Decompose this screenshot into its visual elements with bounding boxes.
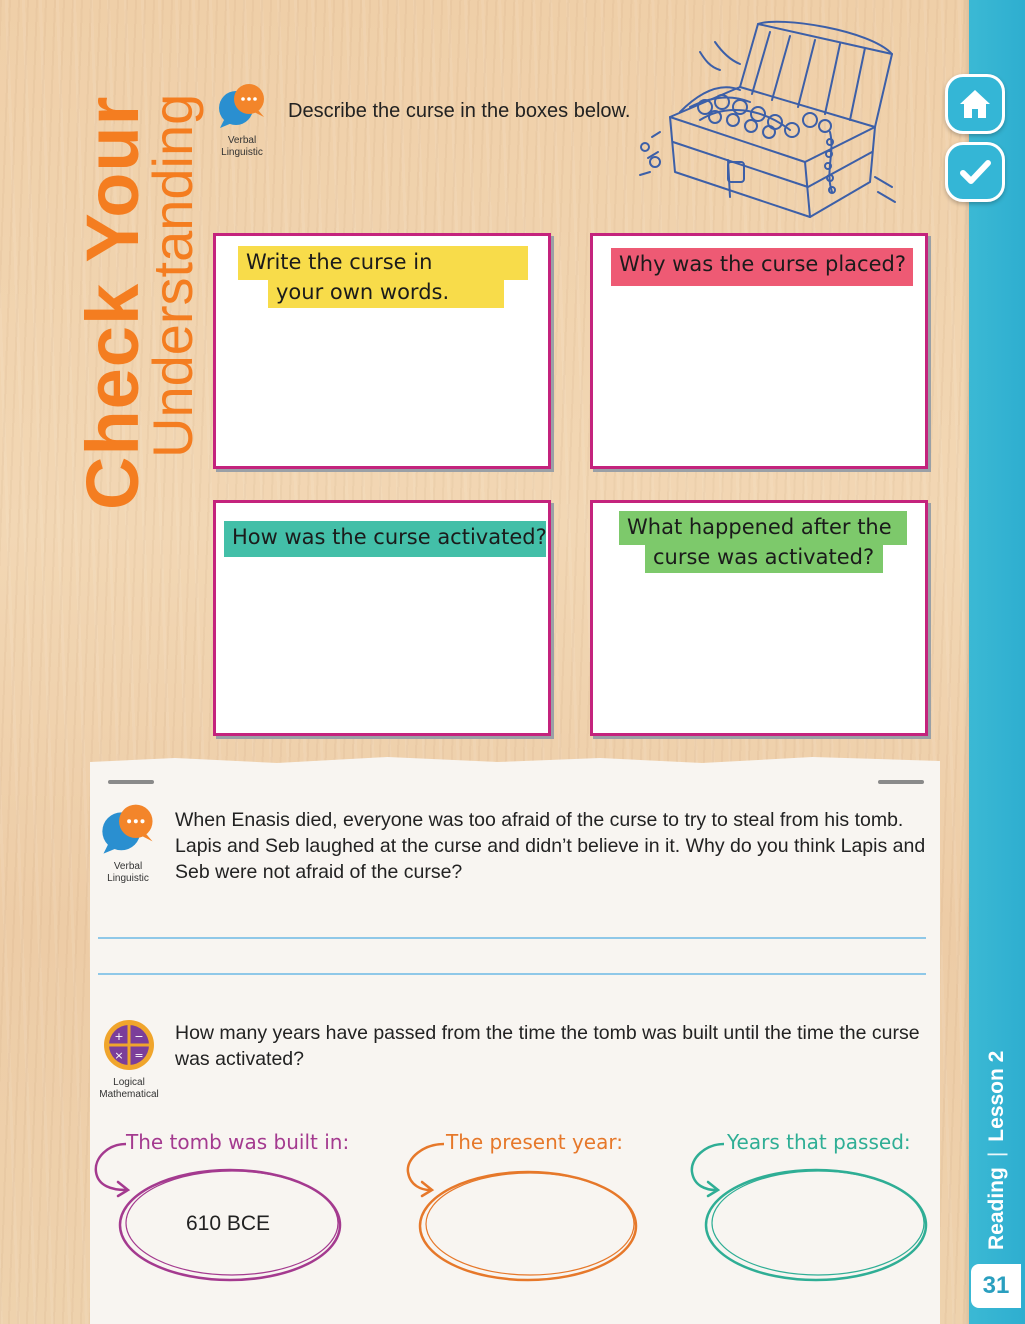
svg-text:−: − (134, 1030, 144, 1043)
q1-icon-label-line1: Verbal (113, 861, 143, 872)
svg-text:+: + (114, 1030, 124, 1043)
box2-heading: Why was the curse placed? (611, 248, 913, 286)
step-present-year-label: The present year: (446, 1130, 623, 1154)
q2-icon-label-line2: Mathematical (99, 1089, 159, 1100)
answer-box-what-happened[interactable] (590, 500, 928, 736)
page-number: 31 (971, 1264, 1021, 1308)
check-icon (955, 152, 995, 192)
speech-bubbles-icon (216, 80, 268, 130)
section1-instruction: Describe the curse in the boxes below. (288, 100, 631, 122)
box1-heading-line2: your own words. (268, 276, 504, 308)
svg-text:=: = (134, 1049, 144, 1062)
q1-icon-label-line2: Linguistic (107, 873, 149, 884)
answer-box-curse-own-words[interactable] (213, 233, 551, 469)
box3-heading: How was the curse activated? (224, 521, 546, 557)
answer-line-1[interactable] (98, 937, 926, 939)
answer-box-why-placed[interactable] (590, 233, 928, 469)
box4-heading-line1: What happened after the (619, 511, 907, 545)
tomb-built-value: 610 BCE (185, 1212, 271, 1235)
speech-bubbles-icon (99, 800, 157, 856)
logical-mathematical-badge (96, 1018, 162, 1100)
treasure-chest-illustration (630, 12, 900, 227)
icon-label-line2: Linguistic (221, 147, 263, 158)
years-passed-loop[interactable] (688, 1130, 936, 1290)
home-icon (955, 84, 995, 124)
answer-line-2[interactable] (98, 973, 926, 975)
question2-text: How many years have passed from the time the tomb was built until the time the curse was activated? (175, 1022, 920, 1070)
box4-heading-line2: curse was activated? (645, 541, 883, 573)
title-understanding: Understanding (141, 93, 204, 458)
lesson-label: Lesson 2 (985, 1050, 1008, 1142)
lesson-tab (981, 1000, 1013, 1250)
box1-heading-line1: Write the curse in (238, 246, 528, 280)
title-check-your: Check Your (71, 95, 154, 510)
step-years-passed-label: Years that passed: (727, 1130, 911, 1154)
verbal-linguistic-badge-q1 (96, 800, 160, 884)
page-title (60, 50, 204, 510)
subject-label: Reading (985, 1167, 1008, 1250)
subject-separator: | (985, 1151, 1008, 1158)
step-tomb-built-label: The tomb was built in: (126, 1130, 350, 1154)
present-year-loop[interactable] (400, 1130, 650, 1290)
tape-right (878, 780, 924, 784)
question1-text: When Enasis died, everyone was too afraid of the curse to try to steal from his tomb. Lapis and Seb laughed at the curse and didn’t believe in it. Why do you think Lapis and Seb were not afraid of the curse? (175, 809, 926, 883)
answer-box-how-activated[interactable] (213, 500, 551, 736)
icon-label-line1: Verbal (227, 135, 257, 146)
svg-text:×: × (114, 1049, 124, 1062)
tomb-built-loop[interactable] (90, 1130, 350, 1290)
q2-icon-label-line1: Logical (113, 1077, 145, 1088)
calculator-icon (102, 1018, 156, 1072)
tape-left (108, 780, 154, 784)
home-button[interactable] (945, 74, 1005, 134)
verbal-linguistic-badge (212, 80, 272, 158)
check-button[interactable] (945, 142, 1005, 202)
